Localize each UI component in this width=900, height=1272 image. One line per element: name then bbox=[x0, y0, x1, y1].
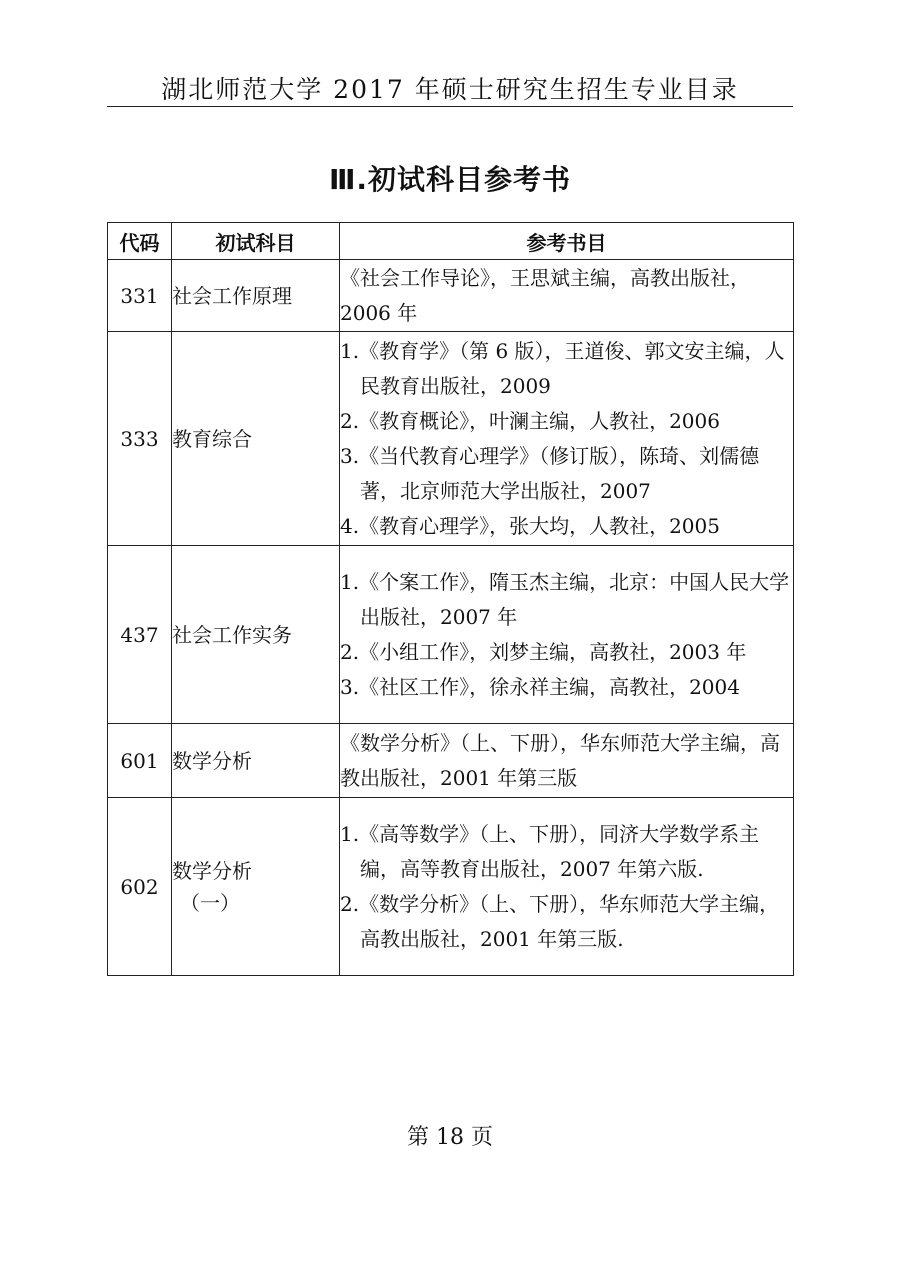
section-title: Ⅲ.初试科目参考书 bbox=[328, 163, 572, 196]
row-code: 437 bbox=[108, 546, 172, 724]
row-books bbox=[340, 260, 794, 332]
row-code: 601 bbox=[108, 724, 172, 798]
row-code: 331 bbox=[108, 260, 172, 332]
row-books bbox=[340, 724, 794, 798]
book-entry: 3.《当代教育心理学》（修订版），陈琦、刘儒德著，北京师范大学出版社，2007 bbox=[340, 443, 760, 503]
reference-books-table bbox=[107, 222, 794, 976]
row-subject-line1: 数学分析 bbox=[172, 858, 252, 883]
book-entry: 2.《小组工作》，刘梦主编，高教社，2003 年 bbox=[340, 639, 747, 664]
row-code: 333 bbox=[108, 332, 172, 546]
page-number: 第 18 页 bbox=[407, 1125, 493, 1150]
row-subject: 教育综合 bbox=[172, 332, 340, 546]
table-row bbox=[108, 260, 794, 332]
table-row bbox=[108, 724, 794, 798]
book-entry: 2.《数学分析》（上、下册），华东师范大学主编，高教出版社，2001 年第三版. bbox=[340, 891, 780, 951]
table-row bbox=[108, 546, 794, 724]
column-header-code: 代码 bbox=[108, 223, 172, 260]
table-header-row bbox=[108, 223, 794, 260]
column-header-subject: 初试科目 bbox=[172, 223, 340, 260]
book-entry: 《数学分析》（上、下册），华东师范大学主编，高教出版社，2001 年第三版 bbox=[340, 730, 780, 790]
row-books bbox=[340, 546, 794, 724]
row-subject-line2: （一） bbox=[180, 890, 240, 915]
header-rule bbox=[107, 106, 793, 107]
row-books bbox=[340, 798, 794, 976]
table-row bbox=[108, 332, 794, 546]
running-header: 湖北师范大学 2017 年硕士研究生招生专业目录 bbox=[161, 75, 739, 104]
book-entry: 4.《教育心理学》，张大均，人教社，2005 bbox=[340, 513, 720, 538]
book-entry: 《社会工作导论》，王思斌主编，高教出版社，2006 年 bbox=[340, 265, 750, 325]
table-row bbox=[108, 798, 794, 976]
row-subject bbox=[172, 798, 340, 976]
book-entry: 1.《个案工作》，隋玉杰主编，北京：中国人民大学出版社，2007 年 bbox=[340, 569, 790, 629]
book-entry: 3.《社区工作》，徐永祥主编，高教社，2004 bbox=[340, 674, 740, 699]
row-code: 602 bbox=[108, 798, 172, 976]
book-entry: 1.《高等数学》（上、下册），同济大学数学系主编，高等教育出版社，2007 年第六版. bbox=[340, 821, 760, 881]
row-subject: 社会工作原理 bbox=[172, 260, 340, 332]
book-entry: 2.《教育概论》，叶澜主编，人教社，2006 bbox=[340, 408, 720, 433]
row-subject: 社会工作实务 bbox=[172, 546, 340, 724]
row-books bbox=[340, 332, 794, 546]
column-header-books: 参考书目 bbox=[340, 223, 794, 260]
book-entry: 1.《教育学》（第 6 版），王道俊、郭文安主编，人民教育出版社，2009 bbox=[340, 338, 785, 398]
row-subject: 数学分析 bbox=[172, 724, 340, 798]
